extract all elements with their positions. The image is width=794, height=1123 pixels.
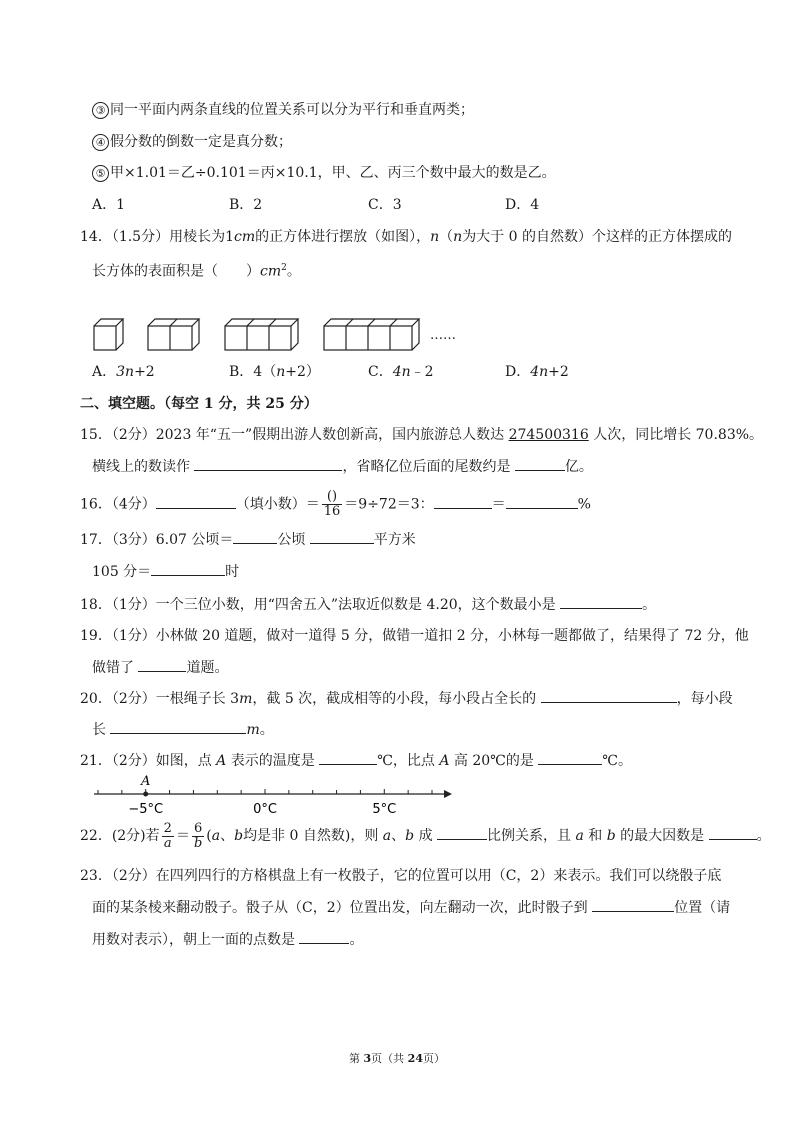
answer-blank[interactable]	[233, 529, 277, 544]
answer-blank[interactable]	[319, 750, 377, 765]
q20-stem-line2: 长 m。	[92, 719, 274, 740]
item-mark: ③	[92, 102, 109, 119]
q17-stem-line2: 105 分＝ 时	[92, 561, 239, 582]
q23-stem-line2: 面的某条棱来翻动骰子。骰子从（C，2）位置出发，向左翻动一次，此时骰子到 位置（请	[92, 897, 730, 918]
temperature-number-line	[92, 771, 454, 817]
q13-item-4: ④ 假分数的倒数一定是真分数；	[92, 132, 292, 152]
page-footer: 第 3页（共 24页）	[349, 1052, 445, 1065]
answer-blank[interactable]	[515, 456, 565, 471]
answer-blank[interactable]	[560, 594, 642, 609]
fraction: $\frac{()}{16}$	[323, 489, 341, 519]
cube-group-3	[225, 319, 298, 350]
answer-blank[interactable]	[709, 825, 757, 840]
underlined-number: 274500316	[508, 427, 589, 443]
answer-blank[interactable]	[541, 688, 677, 703]
tick-label-5: 5°C	[372, 802, 397, 817]
answer-blank[interactable]	[110, 719, 246, 734]
answer-blank[interactable]	[437, 825, 487, 840]
q16-stem: 16．（4分） （填小数）＝ $\frac{()}{16}$ ＝9÷72＝3： ＝ %	[80, 489, 591, 519]
q15-stem: 15．（2分）2023 年“五一”假期出游人数创新高，国内旅游总人数达 274500316 人次，同比增长 70.83%。	[80, 427, 764, 443]
q21-stem: 21．（2分）如图，点 A 表示的温度是 ℃，比点 A 高 20℃的是 ℃。	[80, 750, 632, 771]
answer-blank[interactable]	[538, 750, 602, 765]
q14-option-c[interactable]: C．4n﹣2	[368, 364, 434, 380]
item-mark: ④	[92, 134, 109, 151]
fraction-6-over-b: $\frac{6}{b}$	[193, 820, 203, 851]
q14-cubes-figure	[92, 316, 472, 356]
q15-stem-line2: 横线上的数读作 ，省略亿位后面的尾数约是 亿。	[92, 456, 593, 477]
fraction-2-over-a: $\frac{2}{a}$	[163, 820, 172, 851]
point-a-label: A	[141, 774, 151, 789]
q17-stem: 17．（3分）6.07 公顷＝ 公顷 平方米	[80, 529, 416, 550]
q14-option-d[interactable]: D．4n+2	[505, 364, 569, 380]
tick-label-0: 0°C	[253, 802, 277, 817]
q23-stem-line3: 用数对表示），朝上一面的点数是 。	[92, 929, 363, 950]
answer-blank[interactable]	[506, 494, 578, 509]
q19-stem-line2: 做错了 道题。	[92, 657, 228, 678]
answer-blank[interactable]	[151, 561, 225, 576]
answer-blank[interactable]	[299, 929, 349, 944]
q13-option-d[interactable]: D．4	[505, 197, 540, 213]
q13-option-c[interactable]: C．3	[368, 197, 402, 213]
q23-stem: 23．（2分）在四列四行的方格棋盘上有一枚骰子，它的位置可以用（C，2）来表示。我们可以绕骰子底	[80, 868, 722, 884]
q18-stem: 18．（1分）一个三位小数，用“四舍五入”法取近似数是 4.20，这个数最小是 。	[80, 594, 656, 615]
q13-item-5: ⑤ 甲×1.01＝乙÷0.101＝丙×10.1，甲、乙、丙三个数中最大的数是乙。	[92, 163, 556, 183]
answer-blank[interactable]	[434, 494, 492, 509]
answer-blank[interactable]	[592, 897, 674, 912]
section-title: 二、填空题。（每空 1 分，共 25 分）	[80, 396, 318, 412]
q22-stem: 22．(2分)若 $\frac{2}{a}$ ＝ $\frac{6}{b}$ (a、b均是非 0 自然数)，则 a、b 成 比例关系，且 a 和 b 的最大因数是 。	[80, 820, 771, 851]
q13-option-a[interactable]: A．1	[92, 197, 126, 213]
q14-option-b[interactable]: B．4（n+2）	[229, 364, 320, 380]
tick-label-minus-5: −5°C	[128, 802, 164, 817]
answer-blank[interactable]	[194, 456, 342, 471]
answer-blank[interactable]	[138, 657, 186, 672]
cube-group-4	[324, 319, 419, 350]
q13-item-3: ③ 同一平面内两条直线的位置关系可以分为平行和垂直两类；	[92, 100, 474, 120]
q19-stem: 19．（1分）小林做 20 道题，做对一道得 5 分，做错一道扣 2 分，小林每一题都做了，结果得了 72 分，他	[80, 628, 749, 644]
q14-ellipsis: ……	[430, 328, 456, 343]
item-mark: ⑤	[92, 165, 109, 182]
cube-group-2	[148, 319, 199, 350]
point-a	[143, 792, 148, 797]
q14-stem: 14．（1.5分）用棱长为1cm的正方体进行摆放（如图），n（n为大于 0 的自然数）个这样的正方体摆成的	[80, 229, 732, 245]
answer-blank[interactable]	[156, 494, 236, 509]
cube-group-1	[94, 319, 123, 350]
q20-stem: 20．（2分）一根绳子长 3m，截 5 次，截成相等的小段，每小段占全长的 ，每小段	[80, 688, 733, 709]
q13-option-b[interactable]: B．2	[229, 197, 263, 213]
answer-blank[interactable]	[310, 529, 374, 544]
axis-arrow	[444, 790, 452, 798]
q14-stem-line2: 长方体的表面积是（ ）$cm^2$。	[92, 263, 301, 280]
q14-option-a[interactable]: A．3n+2	[92, 364, 155, 380]
